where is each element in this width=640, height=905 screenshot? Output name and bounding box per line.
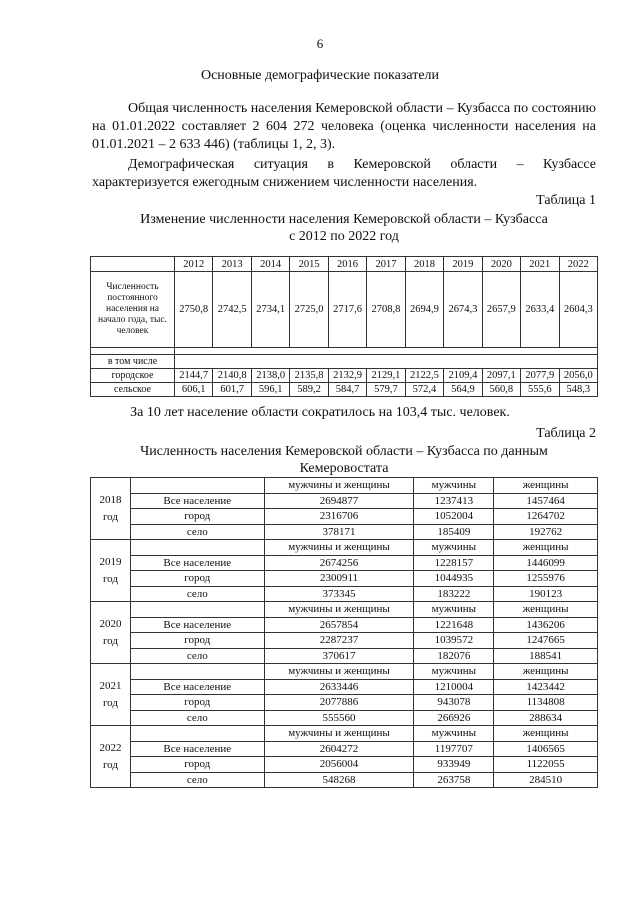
table2-row-label: город — [130, 571, 264, 587]
table1-total-label: Численность постоянного населения на начало года, тыс. человек — [91, 272, 175, 348]
table1-urban-cell: 2132,9 — [328, 369, 366, 383]
table1-total-cell: 2742,5 — [213, 272, 251, 348]
table1-urban-cell: 2109,4 — [444, 369, 482, 383]
table2-title-line2: Кемеровостата — [299, 461, 389, 476]
table1-urban-cell: 2097,1 — [482, 369, 520, 383]
table1-year-cell: 2016 — [328, 257, 366, 272]
table2-value-cell: 933949 — [414, 757, 494, 773]
table2-value-cell: 183222 — [414, 586, 494, 602]
table2-block-header-row — [91, 478, 598, 494]
trend-paragraph: Демографическая ситуация в Кемеровской области – Кузбассе характеризуется ежегодным снижением численности населения. — [92, 157, 596, 190]
table2-value-cell: 2657854 — [264, 617, 414, 633]
table2-header-blank — [130, 726, 264, 742]
table2-data-row — [91, 710, 598, 726]
table2-row-label: город — [130, 695, 264, 711]
table1-title-line2: с 2012 по 2022 год — [289, 229, 399, 244]
table1-rural-cell: 606,1 — [175, 383, 213, 397]
table1-corner-cell — [91, 257, 175, 272]
table2-value-cell: 1237413 — [414, 493, 494, 509]
table2-header-blank — [130, 540, 264, 556]
table1-rural-row — [91, 383, 598, 397]
table2-value-cell: 2694877 — [264, 493, 414, 509]
table2-value-cell: 1423442 — [494, 679, 598, 695]
table2-value-cell: 2633446 — [264, 679, 414, 695]
table2-value-cell: 2316706 — [264, 509, 414, 525]
table1-urban-cell: 2138,0 — [251, 369, 289, 383]
table2-column-header: женщины — [494, 664, 598, 680]
table2-value-cell: 1039572 — [414, 633, 494, 649]
table1-total-cell: 2633,4 — [521, 272, 559, 348]
table1-title — [92, 211, 596, 245]
table1-year-cell: 2012 — [175, 257, 213, 272]
table2-value-cell: 1406565 — [494, 741, 598, 757]
table2-block-header-row — [91, 664, 598, 680]
table2-data-row — [91, 633, 598, 649]
table1-year-cell: 2018 — [405, 257, 443, 272]
table2-value-cell: 2077886 — [264, 695, 414, 711]
table2-year-suffix: год — [102, 634, 118, 647]
table1-label: Таблица 1 — [536, 193, 596, 208]
table2-value-cell: 370617 — [264, 648, 414, 664]
table2-row-label: село — [130, 586, 264, 602]
table2-value-cell: 266926 — [414, 710, 494, 726]
table1-year-cell: 2014 — [251, 257, 289, 272]
table2-value-cell: 1044935 — [414, 571, 494, 587]
table2-value-cell: 192762 — [494, 524, 598, 540]
table2-year-value: 2018 — [99, 493, 122, 506]
table1-spacer-label — [91, 348, 175, 355]
table2-value-cell: 1122055 — [494, 757, 598, 773]
table2-value-cell: 943078 — [414, 695, 494, 711]
table2-title — [92, 443, 596, 477]
table2-value-cell: 188541 — [494, 648, 598, 664]
table1-year-cell: 2017 — [367, 257, 405, 272]
table1-urban-cell: 2140,8 — [213, 369, 251, 383]
table2-title-line1: Численность населения Кемеровской области – Кузбасса по данным — [140, 444, 548, 459]
table2-data-row — [91, 772, 598, 788]
table2-value-cell: 190123 — [494, 586, 598, 602]
table2-column-header: женщины — [494, 602, 598, 618]
table2-column-header: женщины — [494, 478, 598, 494]
table2-column-header: мужчины и женщины — [264, 478, 414, 494]
table1-rural-label: сельское — [91, 383, 175, 397]
table1-year-cell: 2022 — [559, 257, 597, 272]
table2-value-cell: 1255976 — [494, 571, 598, 587]
table1-year-cell: 2015 — [290, 257, 328, 272]
table2-value-cell: 1052004 — [414, 509, 494, 525]
table2-column-header: женщины — [494, 540, 598, 556]
table1-rural-cell: 579,7 — [367, 383, 405, 397]
table1-urban-cell: 2077,9 — [521, 369, 559, 383]
table1-total-cell: 2657,9 — [482, 272, 520, 348]
table2-value-cell: 2056004 — [264, 757, 414, 773]
table2-row-label: село — [130, 524, 264, 540]
table2-value-cell: 1436206 — [494, 617, 598, 633]
table2-value-cell: 2300911 — [264, 571, 414, 587]
table1-rural-cell: 548,3 — [559, 383, 597, 397]
table2-year-cell — [91, 664, 131, 726]
table2-data-row — [91, 617, 598, 633]
table1-rural-cell: 560,8 — [482, 383, 520, 397]
table1-subheader-row — [91, 355, 598, 369]
table2-column-header: мужчины и женщины — [264, 602, 414, 618]
table2-value-cell: 185409 — [414, 524, 494, 540]
table2-row-label: Все население — [130, 679, 264, 695]
table2-value-cell: 1210004 — [414, 679, 494, 695]
table1-year-cell: 2013 — [213, 257, 251, 272]
table2-data-row — [91, 571, 598, 587]
table2-value-cell: 1446099 — [494, 555, 598, 571]
table2-row-label: город — [130, 757, 264, 773]
table2-value-cell: 1457464 — [494, 493, 598, 509]
table2-year-suffix: год — [102, 696, 118, 709]
table2-value-cell: 378171 — [264, 524, 414, 540]
table1-total-cell: 2725,0 — [290, 272, 328, 348]
table1-year-cell: 2020 — [482, 257, 520, 272]
population-by-sex-table — [90, 477, 598, 788]
table2-year-value: 2021 — [99, 679, 122, 692]
table2-value-cell: 373345 — [264, 586, 414, 602]
table2-column-header: мужчины — [414, 602, 494, 618]
table2-column-header: мужчины и женщины — [264, 664, 414, 680]
table2-value-cell: 2604272 — [264, 741, 414, 757]
table1-rural-cell: 564,9 — [444, 383, 482, 397]
table2-column-header: мужчины и женщины — [264, 540, 414, 556]
table2-year-cell — [91, 726, 131, 788]
table2-label: Таблица 2 — [536, 426, 596, 441]
table2-column-header: мужчины — [414, 478, 494, 494]
table2-data-row — [91, 648, 598, 664]
table2-row-label: город — [130, 633, 264, 649]
table1-total-cell: 2674,3 — [444, 272, 482, 348]
table2-column-header: мужчины и женщины — [264, 726, 414, 742]
table1-header-row — [91, 257, 598, 272]
table2-value-cell: 2287237 — [264, 633, 414, 649]
table2-value-cell: 1197707 — [414, 741, 494, 757]
table2-row-label: Все население — [130, 493, 264, 509]
table2-row-label: город — [130, 509, 264, 525]
table2-data-row — [91, 493, 598, 509]
table2-row-label: Все население — [130, 741, 264, 757]
table2-year-value: 2019 — [99, 555, 122, 568]
table2-value-cell: 1247665 — [494, 633, 598, 649]
table2-value-cell: 555560 — [264, 710, 414, 726]
table1-total-cell: 2604,3 — [559, 272, 597, 348]
table1-sub-label: в том числе — [91, 355, 175, 369]
table2-column-header: мужчины — [414, 726, 494, 742]
table1-total-cell: 2708,8 — [367, 272, 405, 348]
table2-row-label: село — [130, 772, 264, 788]
table2-data-row — [91, 524, 598, 540]
table1-total-cell: 2717,6 — [328, 272, 366, 348]
table1-urban-cell: 2144,7 — [175, 369, 213, 383]
table1-rural-cell: 555,6 — [521, 383, 559, 397]
page-number: 6 — [316, 36, 324, 51]
table2-value-cell: 1228157 — [414, 555, 494, 571]
table1-rural-cell: 572,4 — [405, 383, 443, 397]
table2-column-header: женщины — [494, 726, 598, 742]
table1-total-cell: 2734,1 — [251, 272, 289, 348]
table2-header-blank — [130, 664, 264, 680]
section-heading: Основные демографические показатели — [200, 68, 440, 83]
table1-spacer-fill — [175, 348, 598, 355]
table2-column-header: мужчины — [414, 664, 494, 680]
table2-year-suffix: год — [102, 572, 118, 585]
table2-data-row — [91, 695, 598, 711]
table2-data-row — [91, 757, 598, 773]
table2-year-value: 2020 — [99, 617, 122, 630]
decline-summary: За 10 лет население области сократилось на 103,4 тыс. человек. — [130, 405, 510, 420]
table2-row-label: Все население — [130, 617, 264, 633]
population-change-table — [90, 256, 598, 397]
table2-year-cell — [91, 478, 131, 540]
table2-data-row — [91, 555, 598, 571]
table2-value-cell: 548268 — [264, 772, 414, 788]
table2-value-cell: 263758 — [414, 772, 494, 788]
table2-row-label: село — [130, 710, 264, 726]
table2-value-cell: 1221648 — [414, 617, 494, 633]
table2-block-header-row — [91, 602, 598, 618]
table1-year-cell: 2021 — [521, 257, 559, 272]
table2-header-blank — [130, 602, 264, 618]
table2-year-value: 2022 — [99, 741, 122, 754]
table1-urban-cell: 2056,0 — [559, 369, 597, 383]
table2-header-blank — [130, 478, 264, 494]
table1-total-cell: 2694,9 — [405, 272, 443, 348]
table2-column-header: мужчины — [414, 540, 494, 556]
table1-rural-cell: 589,2 — [290, 383, 328, 397]
table2-value-cell: 2674256 — [264, 555, 414, 571]
table2-row-label: Все население — [130, 555, 264, 571]
table2-data-row — [91, 509, 598, 525]
table1-urban-label: городское — [91, 369, 175, 383]
table2-value-cell: 284510 — [494, 772, 598, 788]
table1-urban-cell: 2129,1 — [367, 369, 405, 383]
table2-block-header-row — [91, 726, 598, 742]
table2-year-cell — [91, 540, 131, 602]
table2-year-cell — [91, 602, 131, 664]
table1-title-line1: Изменение численности населения Кемеровской области – Кузбасса — [140, 212, 548, 227]
table2-data-row — [91, 741, 598, 757]
table2-data-row — [91, 679, 598, 695]
table2-block-header-row — [91, 540, 598, 556]
table1-sub-fill — [175, 355, 598, 369]
table1-spacer-row — [91, 348, 598, 355]
table2-value-cell: 1264702 — [494, 509, 598, 525]
intro-paragraph: Общая численность населения Кемеровской области – Кузбасса по состоянию на 01.01.2022 составляет 2 604 272 человека (оценка численности населения на 01.01.2021 – 2 633 446) (таблицы 1, 2, 3). — [92, 101, 596, 152]
table2-value-cell: 288634 — [494, 710, 598, 726]
table2-row-label: село — [130, 648, 264, 664]
table1-rural-cell: 584,7 — [328, 383, 366, 397]
table1-total-row — [91, 272, 598, 348]
table2-value-cell: 1134808 — [494, 695, 598, 711]
table1-urban-cell: 2122,5 — [405, 369, 443, 383]
table2-value-cell: 182076 — [414, 648, 494, 664]
table2-data-row — [91, 586, 598, 602]
table1-urban-row — [91, 369, 598, 383]
table2-year-suffix: год — [102, 758, 118, 771]
table1-rural-cell: 601,7 — [213, 383, 251, 397]
table1-total-cell: 2750,8 — [175, 272, 213, 348]
table1-rural-cell: 596,1 — [251, 383, 289, 397]
table1-year-cell: 2019 — [444, 257, 482, 272]
table1-urban-cell: 2135,8 — [290, 369, 328, 383]
table2-year-suffix: год — [102, 510, 118, 523]
